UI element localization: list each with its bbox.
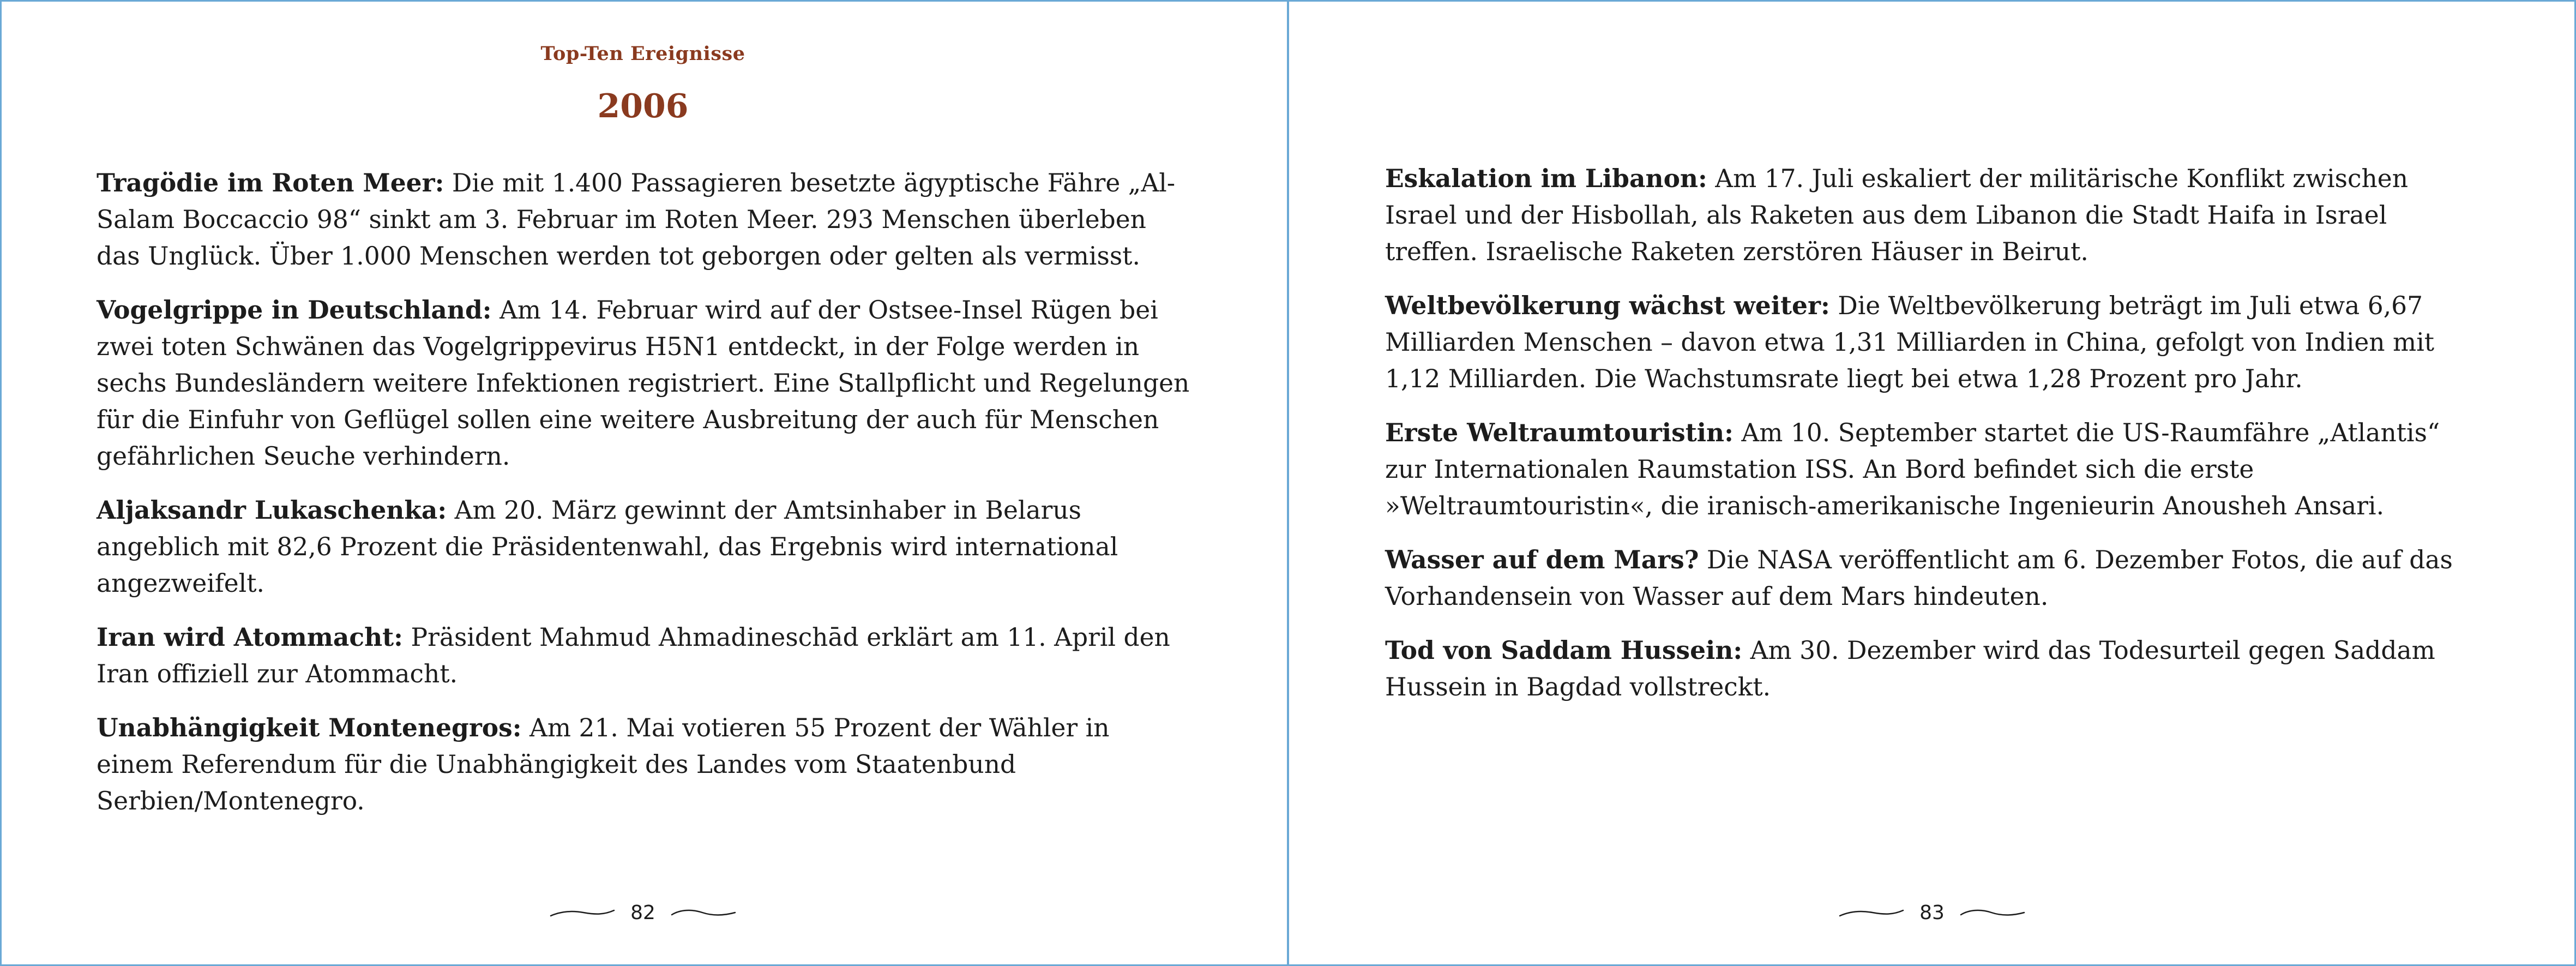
event-title: Weltbevölkerung wächst weiter:: [1385, 291, 1830, 320]
event-title: Vogelgrippe in Deutschland:: [97, 295, 492, 325]
swash-right-ornament: [1960, 906, 2025, 919]
event-list: [97, 165, 1193, 837]
event-title: Erste Weltraumtouristin:: [1385, 418, 1734, 447]
event-entry: [1385, 542, 2481, 615]
year-heading: 2006: [597, 87, 689, 125]
event-entry: [97, 492, 1193, 602]
event-title: Iran wird Atommacht:: [97, 622, 403, 652]
left-page: [0, 0, 1286, 966]
page-number: 83: [1919, 901, 1945, 924]
event-text: Am 10. September startet die US-Raumfähre „Atlantis“ zur Internationalen Raumstation ISS. An Bord befindet sich die erste »Weltraumtouristin«, die iranisch-amerikanische Ingenieurin Anousheh Ansari.: [1385, 418, 2440, 520]
event-text: Am 14. Februar wird auf der Ostsee-Insel Rügen bei zwei toten Schwänen das Vogelgrippevirus H5N1 entdeckt, in der Folge werden in sechs Bundesländern weitere Infektionen registriert. Eine Stallpflicht und Regelungen für die Einfuhr von Geflügel sollen eine weitere Ausbreitung der auch für Menschen gefährlichen Seuche verhindern.: [97, 296, 1190, 471]
event-text: Am 20. März gewinnt der Amtsinhaber in Belarus angeblich mit 82,6 Prozent die Präsidentenwahl, das Ergebnis wird international angezweifelt.: [97, 496, 1118, 598]
event-entry: [97, 165, 1193, 274]
event-list: [1385, 160, 2481, 723]
swash-left-ornament: [550, 906, 615, 919]
event-entry: [97, 710, 1193, 819]
event-text: Am 21. Mai votieren 55 Prozent der Wähler in einem Referendum für die Unabhängigkeit des Landes vom Staatenbund Serbien/Montenegro.: [97, 713, 1110, 815]
event-entry: [1385, 160, 2481, 270]
event-entry: [97, 619, 1193, 692]
section-kicker: Top-Ten Ereignisse: [540, 43, 745, 65]
event-text: Die mit 1.400 Passagieren besetzte ägyptische Fähre „Al-Salam Boccaccio 98“ sinkt am 3. Februar im Roten Meer. 293 Menschen überleben das Unglück. Über 1.000 Menschen werden tot geborgen oder gelten als vermisst.: [97, 169, 1176, 271]
event-title: Eskalation im Libanon:: [1385, 164, 1707, 193]
page-footer: [0, 899, 1286, 926]
event-title: Tragödie im Roten Meer:: [97, 168, 444, 197]
event-entry: [1385, 287, 2481, 397]
swash-right-ornament: [671, 906, 736, 919]
swash-left-ornament: [1839, 906, 1904, 919]
page-footer: [1289, 899, 2575, 926]
page-number: 82: [630, 901, 655, 924]
right-page: [1289, 0, 2575, 966]
event-title: Aljaksandr Lukaschenka:: [97, 495, 447, 525]
event-text: Am 17. Juli eskaliert der militärische Konflikt zwischen Israel und der Hisbollah, als Raketen aus dem Libanon die Stadt Haifa in Israel treffen. Israelische Raketen zerstören Häuser in Beirut.: [1385, 164, 2408, 266]
event-text: Die Weltbevölkerung beträgt im Juli etwa 6,67 Milliarden Menschen – davon etwa 1,31 Milliarden in China, gefolgt von Indien mit 1,12 Milliarden. Die Wachstumsrate liegt bei etwa 1,28 Prozent pro Jahr.: [1385, 291, 2435, 393]
event-title: Unabhängigkeit Montenegros:: [97, 713, 522, 742]
event-text: Die NASA veröffentlicht am 6. Dezember Fotos, die auf das Vorhandensein von Wasser auf dem Mars hindeuten.: [1385, 545, 2453, 611]
event-title: Tod von Saddam Hussein:: [1385, 635, 1743, 665]
event-entry: [97, 292, 1193, 475]
event-text: Am 30. Dezember wird das Todesurteil gegen Saddam Hussein in Bagdad vollstreckt.: [1385, 636, 2435, 701]
event-entry: [1385, 415, 2481, 524]
event-text: Präsident Mahmud Ahmadineschād erklärt am 11. April den Iran offiziell zur Atommacht.: [97, 623, 1170, 688]
event-entry: [1385, 632, 2481, 705]
event-title: Wasser auf dem Mars?: [1385, 545, 1699, 574]
